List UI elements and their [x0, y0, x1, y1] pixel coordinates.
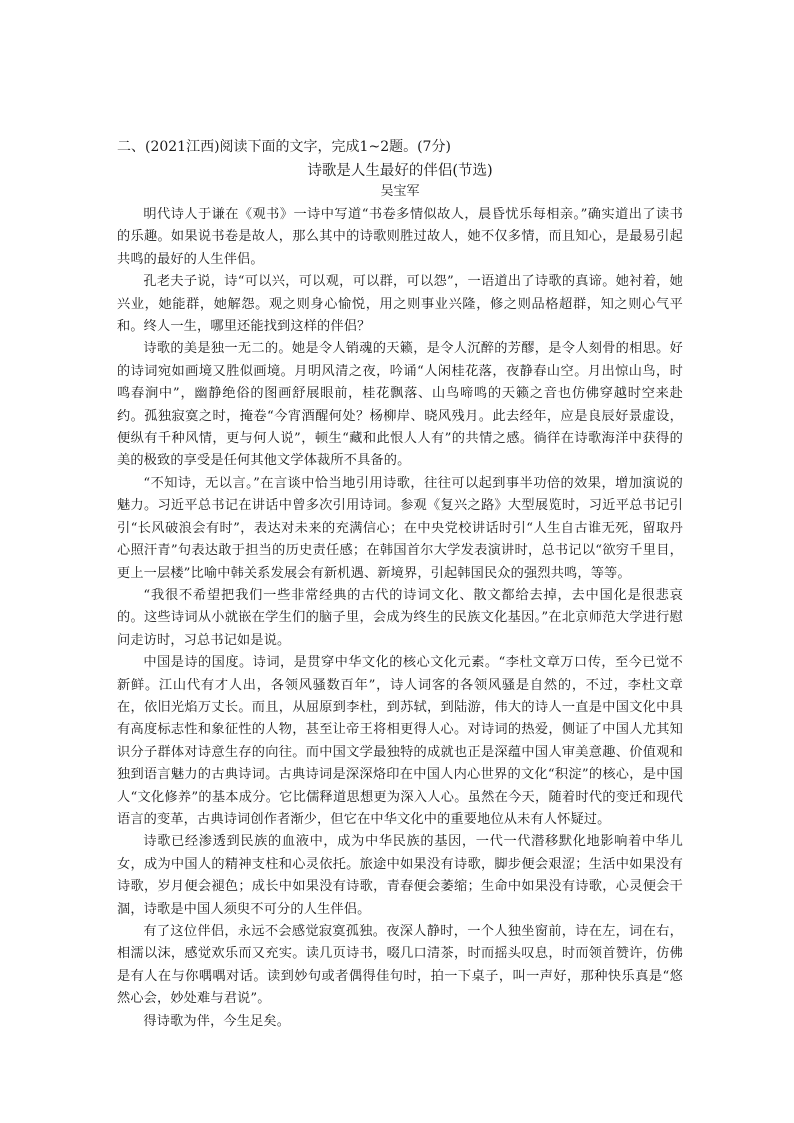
paragraph: 有了这位伴侣，永远不会感觉寂寞孤独。夜深人静时，一个人独坐窗前，诗在左，词在右，相濡以沫，感觉欢乐而又充实。读几页诗书，啜几口清茶，时而摇头叹息，时而领首赞许，仿佛是有人在与你喁喁对话。读到妙句或者偶得佳句时，拍一下桌子，叫一声好，那种快乐真是“悠然心会，妙处难与君说”。: [117, 924, 683, 1007]
paragraph: 明代诗人于谦在《观书》一诗中写道“书卷多情似故人，晨昏忧乐每相亲。”确实道出了读书的乐趣。如果说书卷是故人，那么其中的诗歌则胜过故人，她不仅多情，而且知心，是最易引起共鸣的最好的人生伴侣。: [117, 207, 683, 267]
document-page: [117, 136, 683, 1033]
article-title: 诗歌是人生最好的伴侣(节选): [307, 163, 493, 179]
article-body: [117, 204, 683, 1033]
paragraph: “不知诗，无以言。”在言谈中恰当地引用诗歌，往往可以起到事半功倍的效果，增加演说的魅力。习近平总书记在讲话中曾多次引用诗词。参观《复兴之路》大型展览时，习近平总书记引引“长风破浪会有时”，表达对未来的充满信心；在中央党校讲话时引“人生自古谁无死，留取丹心照汗青”句表达敢于担当的历史责任感；在韩国首尔大学发表演讲时，总书记以“欲穷千里目，更上一层楼”比喻中韩关系发展会有新机遇、新境界，引起韩国民众的强烈共鸣，等等。: [117, 475, 683, 581]
article-author: 吴宝军: [380, 184, 420, 199]
paragraph: 得诗歌为伴，今生足矣。: [143, 1013, 291, 1029]
paragraph: 诗歌已经渗透到民族的血液中，成为中华民族的基因，一代一代潜移默化地影响着中华儿女，成为中国人的精神支柱和心灵依托。旅途中如果没有诗歌，脚步便会艰涩；生活中如果没有诗歌，岁月便会褪色；成长中如果没有诗歌，青春便会萎缩；生命中如果没有诗歌，心灵便会干涸，诗歌是中国人须臾不可分的人生伴侣。: [117, 834, 683, 917]
paragraph: 诗歌的美是独一无二的。她是令人销魂的天籁，是令人沉醉的芳醪，是令人刻骨的相思。好的诗词宛如画境又胜似画境。月明风清之夜，吟诵“人闲桂花落，夜静春山空。月出惊山鸟，时鸣春涧中”，幽静绝俗的图画舒展眼前，桂花飘落、山鸟啼鸣的天籁之音也仿佛穿越时空来赴约。孤独寂寞之时，掩卷“今宵酒醒何处？杨柳岸、晓风残月。此去经年，应是良辰好景虚设，便纵有千种风情，更与何人说”，顿生“藏和此恨人人有”的共情之感。徜徉在诗歌海洋中获得的美的极致的享受是任何其他文学体裁所不具备的。: [117, 341, 683, 469]
question-header: 二、(2021江西)阅读下面的文字，完成1~2题。(7分): [117, 139, 451, 155]
paragraph: “我很不希望把我们一些非常经典的古代的诗词文化、散文都给去掉，去中国化是很悲哀的。这些诗词从小就嵌在学生们的脑子里，会成为终生的民族文化基因。”在北京师范大学进行慰问走访时，习总书记如是说。: [117, 587, 683, 648]
paragraph: 中国是诗的国度。诗词，是贯穿中华文化的核心文化元素。“李杜文章万口传，至今已觉不新鲜。江山代有才人出，各领风骚数百年”，诗人词客的各领风骚是自然的，不过，李杜文章在，依旧光焰万丈长。而且，从屈原到李杜，到苏轼，到陆游，伟大的诗人一直是中国文化中具有高度标志性和象征性的人物，甚至让帝王将相更得人心。对诗词的热爱，侧证了中国人尤其知识分子群体对诗意生存的向往。而中国文学最独特的成就也正是深蕴中国人审美意趣、价值观和独到语言魅力的古典诗词。古典诗词是深深烙印在中国人内心世界的文化“积淀”的核心，是中国人“文化修养”的基本成分。它比儒释道思想更为深入人心。虽然在今天，随着时代的变迁和现代语言的变革，古典诗词创作者渐少，但它在中华文化中的重要地位从未有人怀疑过。: [117, 655, 683, 827]
paragraph: 孔老夫子说，诗“可以兴，可以观，可以群，可以怨”，一语道出了诗歌的真谛。她衬着，她兴业，她能群，她解怨。观之则身心愉悦，用之则事业兴隆，修之则品格超群，知之则心气平和。终人一生，哪里还能找到这样的伴侣？: [117, 274, 683, 335]
